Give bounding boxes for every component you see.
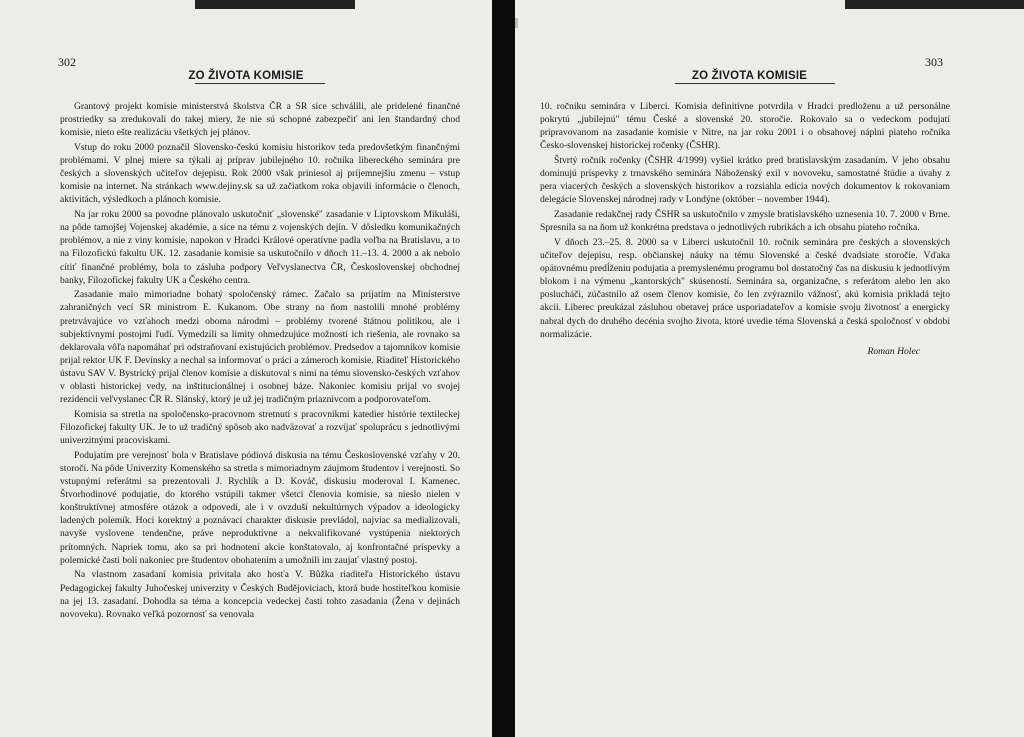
right-page bbox=[515, 0, 1024, 737]
header-rule bbox=[195, 83, 325, 84]
paragraph: Zasadanie redakčnej rady ČSHR sa uskutočnilo v zmysle bratislavského uznesenia 10. 7. 2000 v Brne. Spresnila sa na ňom už konkrétna predstava o jednotlivých rubrikách a ich obsahu piateho ročníka. bbox=[540, 209, 950, 234]
paragraph: Vstup do roku 2000 poznačil Slovensko-českú komisiu historikov teda predovšetkým finančnými problémami. V plnej miere sa týkali aj príprav jubilejného 10. ročníka libereckého seminára pre českých a slovenských učiteľov dejepisu. Rok 2000 však priniesol aj príjemnejšiu zmenu – vstup komisie na internet. Na stránkach www.dejiny.sk sa už začiatkom roka objavili informácie o členoch, aktivitách, výsledkoch a plánoch komisie. bbox=[60, 141, 460, 206]
paragraph: Komisia sa stretla na spoločensko-pracovnom stretnutí s pracovníkmi katedier histórie textileckej Filozofickej fakulty UK. Je to už tradičný spôsob ako nadväzovať a rozvíjať spoluprácu s jednotlivými univerzitnými pracoviskami. bbox=[60, 408, 460, 447]
right-text-column bbox=[540, 100, 950, 360]
paragraph: Na jar roku 2000 sa povodne plánovalo uskutočniť „slovenské" zasadanie v Liptovskom Mikuláši, na pôde tamojšej Vojenskej akadémie, a síce na tému z vojenských dejín. V dôsledku komunikačných problémov, a nie z viny komisie, napokon v Hradci Králové operatívne padla voľba na Bratislavu, a to na Filozofickú fakultu UK. 12. zasadanie komisie sa uskutočnilo v dňoch 11.–13. 4. 2000 a ak nebolo cítiť finančné problémy, bola to zásluha podpory Veľvyslanectva ČR, Československej obchodnej banky, Filozofickej fakulty UK a Českého centra. bbox=[60, 209, 460, 286]
paragraph: Na vlastnom zasadaní komisia privítala ako hosťa V. Bůžka riaditeľa Historického ústavu Pedagogickej fakulty Juhočeskej univerzity v Českých Budějoviciach, ktorá bude hostiteľkou komisie na jej 13. zasadaní. Dohodla sa téma a koncepcia vedeckej časti tohto zasadania (Žena v dejinách novoveku). Rovnako veľká pozornosť sa venovala bbox=[60, 569, 460, 620]
gutter-mark bbox=[515, 18, 518, 28]
paragraph: 10. ročníku seminára v Liberci. Komisia definitívne potvrdila v Hradci predloženu a už personálne pokrytú „jubilejnú" tému České a slovenské 20. storočie. Rokovalo sa o vedeckom podujatí pripravovanom na zasadanie komisie v Nitre, na jar roku 2001 i o obsahovej náplni piateho ročníka Česko-slovenskej historickej ročenky (ČSHR). bbox=[540, 101, 950, 152]
left-text-column bbox=[60, 100, 460, 622]
author-signature: Roman Holec bbox=[867, 345, 920, 357]
page-number: 302 bbox=[58, 55, 76, 69]
page-number: 303 bbox=[925, 55, 943, 69]
running-head: ZO ŽIVOTA KOMISIE bbox=[188, 70, 304, 82]
paragraph: Grantový projekt komisie ministerstvá školstva ČR a SR síce schválili, ale pridelené finančné prostriedky sa zredukovali do takej miery, že nie sú schopné zabezpečiť ani len štandardný chod komisie, nieto ešte realizáciu všetkých jej plánov. bbox=[60, 101, 460, 139]
running-head: ZO ŽIVOTA KOMISIE bbox=[691, 70, 808, 82]
paragraph: V dňoch 23.–25. 8. 2000 sa v Liberci uskutočnil 10. ročník seminára pre českých a slovenských učiteľov dejepisu, resp. občianskej náuky na tému Slovenské a české dvadsiate storočie. Vďaka opätovnému predĺženiu podujatia a premyslenému programu bol dostatočný čas na diskusiu k jednotlivým blokom i na výmenu „kantorských" skúseností. Seminára sa, organizačne, s referátom alebo len ako poslucháči, zúčastnilo až osem členov komisie, čo len zvýraznilo vážnosť, akú komisia prikladá tejto akcii. Liberec preukázal zásluhou obetavej práce usporiadateľov a komisie svoju životnosť a energicky nabral dych do druhého decénia svojho života, ktoré uvedie téma Slovenská a česká spoločnosť v období normalizácie. bbox=[540, 237, 950, 340]
paragraph: Zasadanie malo mimoriadne bohatý spoločenský rámec. Začalo sa prijatím na Ministerstve zahraničných vecí SR ministrom E. Kukanom. Obe strany na ňom nastolili mnohé problémy pretrvávajúce vo vzťahoch medzi oboma národmi – problémy tvorené štátnou politikou, ale i subjektívnymi postojmi ľudí. Vymedzili sa limity ohmedzujúce možnosti ich riešenia, ale rovnako sa deklarovala vôľa napomáhať pri odstraňovaní existujúcich problémov. Predsedov a tajomníkov komisie prijal rektor UK F. Devínsky a nechal sa informovať o práci a zámeroch komisie. Riaditeľ Historického ústavu SAV V. Bystrický prijal členov komisie a diskutoval s nimi na tému slovensko-českých vzťahov v oblasti historickej vedy, na inštitucionálnej i osobnej báze. Nakoniec komisiu prijal vo svojej rezidencii veľvyslanec ČR R. Slánský, ktorý je už jej tradičným priaznivcom a podporovateľom. bbox=[60, 289, 460, 406]
scan-edge-bar bbox=[845, 0, 1024, 9]
paragraph: Podujatím pre verejnosť bola v Bratislave pódiová diskusia na tému Československé vzťahy v 20. storočí. Na pôde Univerzity Komenského sa stretla s mimoriadnym záujmom študentov i verejnosti. So vstupnými referátmi sa prezentovali J. Rychlík a D. Kováč, diskusiu moderoval I. Kamenec. Štvorhodinové podujatie, do ktorého vstúpili takmer všetci členovia komisie, sa nieslo nielen v konštruktívnej atmosfére otázok a odpovedí, ale i v ovzduší nekultúrnych výpadov a ideologicky ladených polemík. Hoci korektný a poznávací charakter diskusie prevládol, najviac sa medializovali, navyše vyslovene tendenčne, práve neproduktívne a nekvalifikované vystúpenia niektorých prítomných. Napriek tomu, ako sa pri hodnotení akcie konštatovalo, aj konfrontačné príspevky a polemické časti boli nakoniec pre študentov obohatením a umožnili im zaujať vlastný postoj. bbox=[60, 449, 460, 566]
left-page bbox=[0, 0, 492, 737]
paragraph: Štvrtý ročník ročenky (ČSHR 4/1999) vyšiel krátko pred bratislavským zasadaním. V jeho obsahu dominujú príspevky z trnavského seminára Náboženský exil v novoveku, samostatné štúdie a úvahy z pera viacerých českých a slovenských historikov a rozsiahla edícia nových dokumentov k rokovaniam delegácie Slovenskej národnej rady v Londýne (október – november 1944). bbox=[540, 155, 950, 206]
header-rule bbox=[675, 83, 835, 84]
scan-edge-bar bbox=[195, 0, 355, 9]
